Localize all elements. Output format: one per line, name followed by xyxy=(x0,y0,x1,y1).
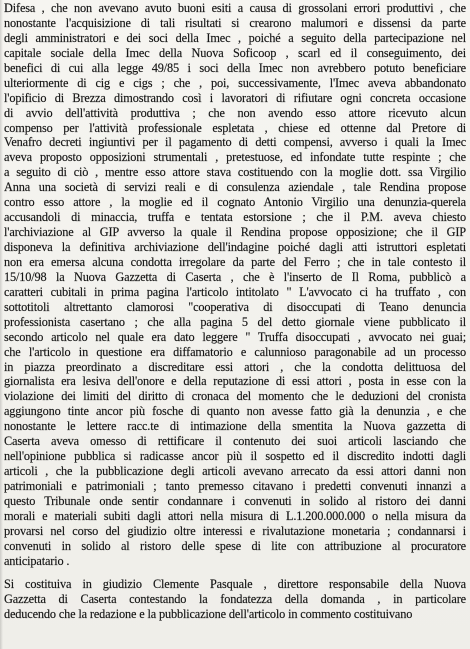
text-line: Caserta aveva omesso di rettificare il contenuto dei suoi articoli lasciando che xyxy=(4,434,466,449)
text-line: caratteri cubitali in prima pagina l'articolo intitolato " L'avvocato ci ha truffato , con xyxy=(4,284,466,299)
text-line: anticipatario . xyxy=(4,553,70,568)
text-line: deducendo che la redazione e la pubblicazione dell'articolo in commento costituivano xyxy=(4,606,413,621)
text-line: l'archiviazione al GIP avverso la quale il Rendina propose opposizione; che il GIP xyxy=(4,225,466,240)
text-line: articoli , che la pubblicazione degli articoli avevano arrecato da essi attori danni non xyxy=(4,464,466,479)
text-line: ulteriormente di cig e cigs ; che , poi, successivamente, l'Imec aveva abbandonato xyxy=(4,75,466,90)
text-line: patrimoniali e patrimoniali ; tanto premesso citavano i predetti convenuti innanzi a xyxy=(4,479,466,493)
text-line: violazione dei limiti del diritto di cronaca del momento che le deduzioni del cronista xyxy=(4,389,466,404)
text-line: compenso per l'attività professionale espletata , chiese ed ottenne dal Pretore di xyxy=(4,120,466,135)
text-line: questo Tribunale onde sentir condannare i convenuti in solido al ristoro dei danni xyxy=(4,493,466,508)
text-line: in piazza preordinato a discreditare essi attori , che la condotta delittuosa del xyxy=(4,359,466,374)
text-line: nell'opinione pubblica si radicasse ancor più il sospetto ed il discredito indotti dagli xyxy=(4,449,466,464)
text-line: 15/10/98 la Nuova Gazzetta di Caserta , che è l'inserto de Il Roma, pubblicò a xyxy=(4,269,466,284)
text-line: l'opificio di Brezza dimostrando così i lavoratori di rifiutare ogni concreta occasione xyxy=(4,90,466,105)
text-line: giornalista era lesiva dell'onore e della reputazione di essi attori , posta in esse con la xyxy=(4,374,466,389)
text-line: degli amministratori e dei soci della Imec , poiché a seguito della partecipazione nel xyxy=(4,30,466,45)
paragraph-gap xyxy=(4,569,466,577)
text-line: provarsi nel corso del giudizio oltre interessi e rivalutazione monetaria ; condannarsi i xyxy=(4,523,466,538)
text-line: benefici di cui alla legge 49/85 i soci della Imec non avrebbero potuto beneficiare xyxy=(4,60,466,75)
text-line: sottotitoli altrettanto clamorosi "cooperativa di disoccupati di Teano denuncia xyxy=(4,299,466,314)
text-line: nonostante l'acquisizione di tali risultati si crearono malumori e dissensi da parte xyxy=(4,15,466,30)
scan-shadow xyxy=(0,0,3,649)
text-line: che l'articolo in questione era diffamatorio e calunnioso paragonabile ad un processo xyxy=(4,344,466,359)
text-line: non era emersa alcuna condotta irregolare da parte del Ferro ; che in tale contesto il xyxy=(4,254,466,269)
text-line: contro esso attore , la moglie ed il cognato Antonio Virgilio una denunzia-querela xyxy=(4,195,466,210)
text-line: professionista casertano ; che alla pagina 5 del detto giornale viene pubblicato il xyxy=(4,314,466,329)
paragraph-2 xyxy=(4,577,466,622)
text-line: Anna una società di servizi reali e di consulenza aziendale , tale Rendina propose xyxy=(4,180,466,195)
text-line: secondo articolo nel quale era dato leggere " Truffa disoccupati , avvocato nei guai; xyxy=(4,329,466,344)
text-line: Si costituiva in giudizio Clemente Pasquale , direttore responsabile della Nuova xyxy=(4,576,466,591)
text-line: Gazzetta di Caserta contestando la fondatezza della domanda , in particolare xyxy=(4,591,466,606)
text-line: Venafro decreti ingiuntivi per il pagamento di detti compensi, avverso i quali la Imec xyxy=(4,135,466,150)
text-line: accusandoli di minaccia, truffa e tentata estorsione ; che il P.M. aveva chiesto xyxy=(4,210,466,225)
paragraph-1 xyxy=(4,1,466,569)
text-line: capitale sociale della Imec della Nuova Soficoop , scarl ed il conseguimento, dei xyxy=(4,45,466,60)
text-line: aveva proposto opposizioni strumentali , pretestuose, ed infondate tutte respinte ; che xyxy=(4,150,466,165)
text-line: convenuti in solido al ristoro delle spese di lite con attribuzione al procuratore xyxy=(4,538,466,553)
text-line: Difesa , che non avevano avuto buoni esiti a causa di grossolani errori produttivi , che xyxy=(4,1,466,15)
text-line: morali e materiali subiti dagli attori nella misura di L.1.200.000.000 o nella misura da xyxy=(4,508,466,523)
text-line: aggiungono tinte ancor più fosche di quanto non avesse fatto già la denunzia , e che xyxy=(4,404,466,419)
text-line: nonostante le lettere racc.te di intimazione della smentita la Nuova gazzetta di xyxy=(4,419,466,434)
text-line: di avvio dell'attività produttiva ; che non avendo esso attore ricevuto alcun xyxy=(4,105,466,120)
text-line: disponeva la definitiva archiviazione dell'indagine poiché dagli atti istruttori espletati xyxy=(4,240,466,254)
text-line: a seguito di ciò , mentre esso attore stava costituendo con la moglie dott. ssa Virgilio xyxy=(4,165,466,180)
